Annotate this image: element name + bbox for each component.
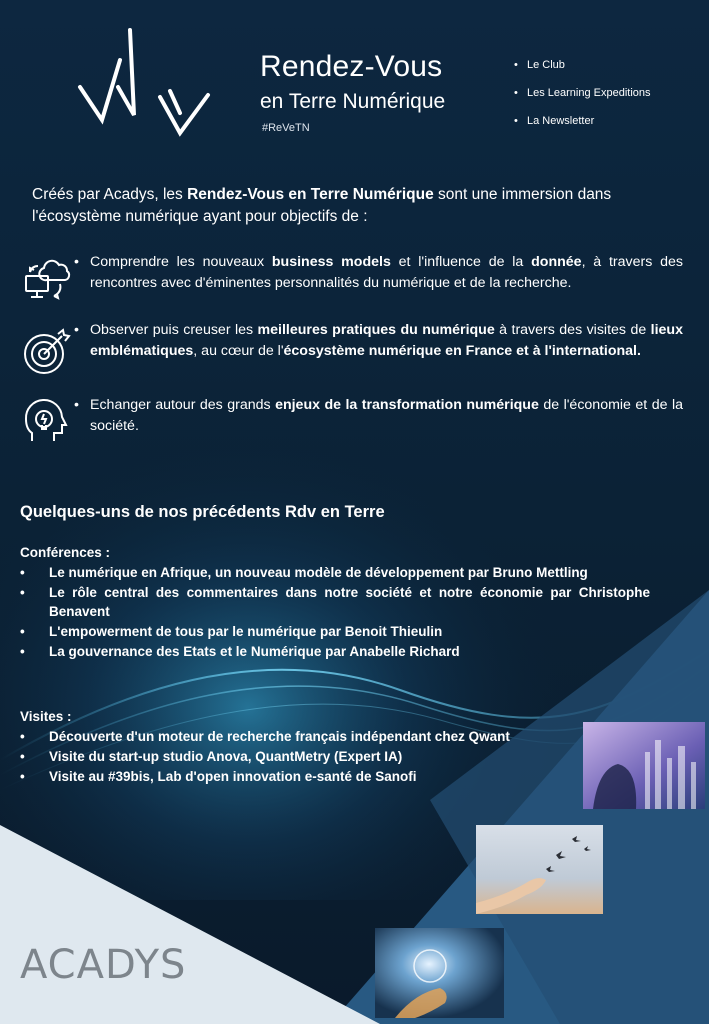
bullet: •	[20, 644, 25, 659]
list-item-text: L'empowerment de tous par le numérique par Benoit Thieulin	[49, 624, 443, 639]
list-item-text: Visite au #39bis, Lab d'open innovation e-santé de Sanofi	[49, 769, 417, 784]
feature-text	[74, 252, 683, 294]
nav-item-club[interactable]	[514, 55, 651, 83]
visits-title: Visites :	[20, 709, 72, 724]
bullet: •	[20, 624, 25, 639]
bullet: •	[20, 769, 25, 784]
feature-highlight: enjeux de la transformation numérique	[275, 397, 539, 413]
bullet: •	[20, 749, 25, 764]
nav-bullet: •	[514, 87, 518, 99]
list-item	[20, 563, 650, 582]
feature-item-challenges	[20, 395, 685, 455]
feature-text-run: Echanger autour des grands	[90, 397, 276, 413]
previous-events-title: Quelques-uns de nos précédents Rdv en Terre	[20, 503, 385, 521]
feature-text-run: Comprendre les nouveaux	[90, 254, 272, 270]
list-item	[20, 583, 650, 621]
feature-text-run: et l'influence de la	[390, 254, 532, 270]
list-item	[20, 767, 650, 786]
list-item-text: Le numérique en Afrique, un nouveau modèle de développement par Bruno Mettling	[49, 565, 588, 580]
list-item-text: La gouvernance des Etats et le Numérique par Anabelle Richard	[49, 644, 460, 659]
nav-item-label: La Newsletter	[527, 115, 595, 127]
target-icon	[20, 324, 76, 380]
feature-item-best-practices	[20, 320, 685, 390]
feature-highlight: business models	[271, 254, 391, 270]
photo-hand-birds	[476, 825, 603, 914]
feature-text-run: Observer puis creuser les	[90, 322, 258, 338]
bullet: •	[74, 397, 79, 413]
feature-text	[74, 395, 683, 437]
feature-content	[90, 397, 683, 434]
brand-title: Rendez-Vous	[260, 50, 443, 83]
visits-list	[20, 727, 650, 787]
head-bulb-icon	[20, 397, 76, 453]
photo-cityscape	[583, 722, 705, 809]
feature-text-run: , à travers des rencontres avec d'éminentes personnalités du numérique et de la recherche.	[90, 254, 683, 291]
nav-item-newsletter[interactable]	[514, 111, 651, 139]
feature-highlight: donnée	[531, 254, 582, 270]
feature-item-business-models	[20, 252, 685, 312]
nav-item-learning-expeditions[interactable]	[514, 83, 651, 111]
list-item	[20, 747, 650, 766]
feature-text-run: , au cœur de l'	[193, 343, 284, 359]
list-item	[20, 642, 650, 661]
nav-item-label: Le Club	[527, 59, 565, 71]
intro-text-end: sont une immersion dans l'écosystème numérique ayant pour objectifs de :	[32, 186, 612, 225]
conferences-list	[20, 563, 650, 662]
intro-paragraph	[32, 184, 672, 228]
bullet: •	[20, 565, 25, 580]
bullet: •	[74, 322, 79, 338]
bullet: •	[20, 729, 25, 744]
top-nav	[514, 55, 651, 139]
feature-text-run: à travers des visites de	[494, 322, 651, 338]
feature-highlight: meilleures pratiques du numérique	[257, 322, 495, 338]
feature-content	[90, 254, 683, 291]
feature-text	[74, 320, 683, 362]
list-item	[20, 727, 650, 746]
list-item-text: Le rôle central des commentaires dans notre société et notre économie par Christophe Benavent	[49, 585, 650, 619]
list-item-text: Visite du start-up studio Anova, QuantMetry (Expert IA)	[49, 749, 403, 764]
conferences-title: Conférences :	[20, 545, 111, 560]
cloud-computer-icon	[20, 252, 76, 308]
feature-content	[90, 322, 683, 359]
acadys-logo-text: ACADYS	[20, 942, 187, 988]
intro-highlight: Rendez-Vous en Terre Numérique	[187, 186, 434, 203]
revetn-logo-icon	[72, 25, 222, 140]
bullet: •	[20, 585, 25, 600]
feature-text-run: de l'économie et de la société.	[90, 397, 683, 434]
feature-highlight: écosystème numérique en France et à l'international.	[283, 343, 641, 359]
intro-text: Créés par Acadys, les	[32, 186, 188, 203]
bullet: •	[74, 254, 79, 270]
brand-hashtag: #ReVeTN	[262, 122, 310, 134]
nav-item-label: Les Learning Expeditions	[527, 87, 651, 99]
brand-subtitle: en Terre Numérique	[260, 90, 446, 113]
nav-bullet: •	[514, 115, 518, 127]
list-item	[20, 622, 650, 641]
feature-highlight: lieux emblématiques	[90, 322, 683, 359]
nav-bullet: •	[514, 59, 518, 71]
list-item-text: Découverte d'un moteur de recherche français indépendant chez Qwant	[49, 729, 510, 744]
acadys-logo	[20, 942, 186, 988]
photo-globe-hand	[375, 928, 504, 1018]
